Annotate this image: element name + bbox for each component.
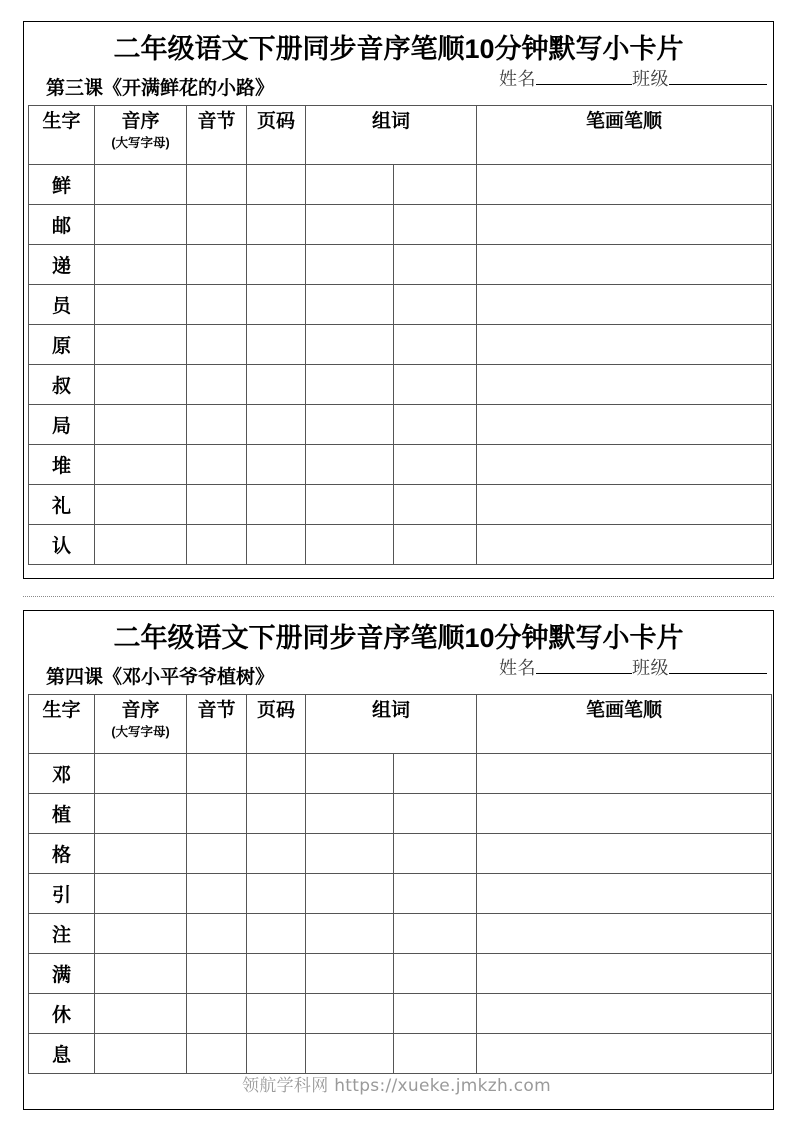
table-row	[29, 365, 772, 405]
card-2-meta-row	[28, 658, 769, 694]
cell-word-1[interactable]	[306, 485, 394, 525]
cell-syllable[interactable]	[187, 794, 247, 834]
cell-word-2[interactable]	[394, 405, 477, 445]
name-input-blank[interactable]	[536, 673, 632, 674]
cell-page-number[interactable]	[247, 794, 306, 834]
cell-character: 递	[29, 245, 95, 285]
class-input-blank[interactable]	[669, 84, 767, 85]
cell-word-1[interactable]	[306, 325, 394, 365]
card-1-meta-row	[28, 69, 769, 105]
cell-word-1[interactable]	[306, 834, 394, 874]
cell-pinyin-order[interactable]	[95, 794, 187, 834]
cell-character: 邮	[29, 205, 95, 245]
cell-pinyin-order[interactable]	[95, 525, 187, 565]
cell-character: 息	[29, 1034, 95, 1074]
cell-strokes[interactable]	[477, 994, 772, 1034]
cell-syllable[interactable]	[187, 954, 247, 994]
cell-page-number[interactable]	[247, 954, 306, 994]
worksheet-card-1	[23, 21, 774, 579]
cell-syllable[interactable]	[187, 754, 247, 794]
cell-pinyin-order[interactable]	[95, 365, 187, 405]
table-header-row	[29, 106, 772, 165]
table-row	[29, 205, 772, 245]
cell-syllable[interactable]	[187, 1034, 247, 1074]
cell-word-1[interactable]	[306, 445, 394, 485]
cell-pinyin-order[interactable]	[95, 325, 187, 365]
table-row	[29, 485, 772, 525]
cell-character: 植	[29, 794, 95, 834]
header-syllable-label: 音节	[197, 111, 236, 132]
cell-word-2[interactable]	[394, 754, 477, 794]
cell-page-number[interactable]	[247, 365, 306, 405]
cell-word-1[interactable]	[306, 914, 394, 954]
cell-word-2[interactable]	[394, 794, 477, 834]
card-2-title: 二年级语文下册同步音序笔顺10分钟默写小卡片	[113, 623, 684, 653]
class-input-blank[interactable]	[669, 673, 767, 674]
header-page-number-label: 页码	[256, 111, 295, 132]
cell-pinyin-order[interactable]	[95, 874, 187, 914]
header-strokes	[477, 106, 772, 165]
header-character	[29, 106, 95, 165]
table-row	[29, 994, 772, 1034]
table-row	[29, 914, 772, 954]
cell-pinyin-order[interactable]	[95, 245, 187, 285]
cell-strokes[interactable]	[477, 405, 772, 445]
cell-pinyin-order[interactable]	[95, 754, 187, 794]
table-row	[29, 834, 772, 874]
header-pinyin-order-sublabel: (大写字母)	[111, 135, 170, 150]
cell-word-1[interactable]	[306, 365, 394, 405]
cell-character: 格	[29, 834, 95, 874]
cell-syllable[interactable]	[187, 834, 247, 874]
card-2-name-class-fields	[499, 654, 767, 680]
header-character-label: 生字	[42, 700, 81, 721]
cell-strokes[interactable]	[477, 874, 772, 914]
cell-page-number[interactable]	[247, 1034, 306, 1074]
cell-word-2[interactable]	[394, 525, 477, 565]
cell-page-number[interactable]	[247, 485, 306, 525]
table-row	[29, 245, 772, 285]
cell-character: 认	[29, 525, 95, 565]
cell-strokes[interactable]	[477, 325, 772, 365]
cell-word-2[interactable]	[394, 165, 477, 205]
table-row	[29, 325, 772, 365]
cell-word-1[interactable]	[306, 754, 394, 794]
cell-word-1[interactable]	[306, 794, 394, 834]
cell-word-2[interactable]	[394, 874, 477, 914]
table-header-row	[29, 695, 772, 754]
header-words	[306, 695, 477, 754]
cell-strokes[interactable]	[477, 165, 772, 205]
cell-word-2[interactable]	[394, 325, 477, 365]
cell-syllable[interactable]	[187, 285, 247, 325]
cell-pinyin-order[interactable]	[95, 834, 187, 874]
cell-syllable[interactable]	[187, 325, 247, 365]
class-label: 班级	[632, 69, 669, 89]
cell-word-1[interactable]	[306, 954, 394, 994]
cell-syllable[interactable]	[187, 874, 247, 914]
cell-syllable[interactable]	[187, 914, 247, 954]
cell-pinyin-order[interactable]	[95, 405, 187, 445]
cell-word-1[interactable]	[306, 525, 394, 565]
header-pinyin-order-label: 音序	[121, 111, 160, 132]
cell-strokes[interactable]	[477, 525, 772, 565]
cell-page-number[interactable]	[247, 325, 306, 365]
header-strokes	[477, 695, 772, 754]
cell-strokes[interactable]	[477, 285, 772, 325]
card-2-lesson-title: 第四课《邓小平爷爷植树》	[46, 667, 275, 688]
name-label: 姓名	[499, 658, 536, 678]
table-row	[29, 285, 772, 325]
table-row	[29, 525, 772, 565]
cell-page-number[interactable]	[247, 834, 306, 874]
cell-word-2[interactable]	[394, 205, 477, 245]
cell-word-1[interactable]	[306, 1034, 394, 1074]
cell-word-1[interactable]	[306, 874, 394, 914]
cell-word-2[interactable]	[394, 994, 477, 1034]
table-row	[29, 874, 772, 914]
cell-pinyin-order[interactable]	[95, 205, 187, 245]
cell-page-number[interactable]	[247, 165, 306, 205]
header-pinyin-order	[95, 106, 187, 165]
worksheet-card-2	[23, 610, 774, 1110]
cell-word-2[interactable]	[394, 245, 477, 285]
cell-word-1[interactable]	[306, 405, 394, 445]
table-row	[29, 1034, 772, 1074]
cell-pinyin-order[interactable]	[95, 485, 187, 525]
cell-page-number[interactable]	[247, 914, 306, 954]
cell-page-number[interactable]	[247, 525, 306, 565]
dictation-table-2	[28, 694, 772, 1074]
dictation-table-1	[28, 105, 772, 565]
header-syllable	[187, 695, 247, 754]
header-pinyin-order-sublabel: (大写字母)	[111, 724, 170, 739]
cell-page-number[interactable]	[247, 245, 306, 285]
cell-character: 叔	[29, 365, 95, 405]
table-row	[29, 794, 772, 834]
cell-page-number[interactable]	[247, 445, 306, 485]
cell-word-1[interactable]	[306, 994, 394, 1034]
cell-syllable[interactable]	[187, 165, 247, 205]
card-2-inner	[24, 611, 773, 1109]
cell-page-number[interactable]	[247, 285, 306, 325]
cell-pinyin-order[interactable]	[95, 445, 187, 485]
header-syllable-label: 音节	[197, 700, 236, 721]
cell-character: 堆	[29, 445, 95, 485]
cell-pinyin-order[interactable]	[95, 914, 187, 954]
cell-character: 邓	[29, 754, 95, 794]
cell-character: 休	[29, 994, 95, 1034]
cell-word-2[interactable]	[394, 365, 477, 405]
name-input-blank[interactable]	[536, 84, 632, 85]
cell-word-2[interactable]	[394, 445, 477, 485]
cell-page-number[interactable]	[247, 994, 306, 1034]
table-row	[29, 405, 772, 445]
cell-word-2[interactable]	[394, 914, 477, 954]
cell-word-2[interactable]	[394, 954, 477, 994]
cell-syllable[interactable]	[187, 445, 247, 485]
cell-pinyin-order[interactable]	[95, 954, 187, 994]
card-1-lesson-title: 第三课《开满鲜花的小路》	[46, 78, 275, 99]
cell-strokes[interactable]	[477, 1034, 772, 1074]
cell-word-2[interactable]	[394, 485, 477, 525]
header-strokes-label: 笔画笔顺	[586, 700, 663, 721]
cell-word-1[interactable]	[306, 245, 394, 285]
cell-page-number[interactable]	[247, 205, 306, 245]
table-row	[29, 445, 772, 485]
cut-line-divider	[23, 596, 774, 597]
table-row	[29, 754, 772, 794]
cell-character: 局	[29, 405, 95, 445]
table-row	[29, 954, 772, 994]
cell-word-2[interactable]	[394, 834, 477, 874]
cell-word-1[interactable]	[306, 165, 394, 205]
cell-pinyin-order[interactable]	[95, 165, 187, 205]
dictation-table-2-body	[29, 754, 772, 1074]
cell-word-2[interactable]	[394, 285, 477, 325]
cell-strokes[interactable]	[477, 954, 772, 994]
header-syllable	[187, 106, 247, 165]
cell-character: 鲜	[29, 165, 95, 205]
cell-strokes[interactable]	[477, 205, 772, 245]
cell-character: 礼	[29, 485, 95, 525]
card-1-name-class-fields	[499, 65, 767, 91]
cell-character: 满	[29, 954, 95, 994]
table-row	[29, 165, 772, 205]
cell-strokes[interactable]	[477, 754, 772, 794]
header-page-number	[247, 106, 306, 165]
cell-syllable[interactable]	[187, 994, 247, 1034]
cell-word-1[interactable]	[306, 205, 394, 245]
cell-strokes[interactable]	[477, 445, 772, 485]
header-pinyin-order-label: 音序	[121, 700, 160, 721]
header-character	[29, 695, 95, 754]
cell-strokes[interactable]	[477, 245, 772, 285]
header-strokes-label: 笔画笔顺	[586, 111, 663, 132]
header-page-number-label: 页码	[256, 700, 295, 721]
header-character-label: 生字	[42, 111, 81, 132]
cell-pinyin-order[interactable]	[95, 1034, 187, 1074]
site-watermark: 领航学科网 https://xueke.jmkzh.com	[242, 1076, 551, 1096]
cell-word-2[interactable]	[394, 1034, 477, 1074]
cell-syllable[interactable]	[187, 405, 247, 445]
cell-strokes[interactable]	[477, 834, 772, 874]
header-words-label: 组词	[372, 111, 411, 132]
cell-page-number[interactable]	[247, 874, 306, 914]
cell-syllable[interactable]	[187, 365, 247, 405]
cell-character: 引	[29, 874, 95, 914]
cell-page-number[interactable]	[247, 405, 306, 445]
cell-page-number[interactable]	[247, 754, 306, 794]
card-1-inner	[24, 22, 773, 578]
cell-strokes[interactable]	[477, 365, 772, 405]
dictation-table-1-body	[29, 165, 772, 565]
cell-syllable[interactable]	[187, 245, 247, 285]
header-words	[306, 106, 477, 165]
header-pinyin-order	[95, 695, 187, 754]
cell-strokes[interactable]	[477, 914, 772, 954]
cell-word-1[interactable]	[306, 285, 394, 325]
name-label: 姓名	[499, 69, 536, 89]
cell-pinyin-order[interactable]	[95, 285, 187, 325]
cell-syllable[interactable]	[187, 205, 247, 245]
cell-pinyin-order[interactable]	[95, 994, 187, 1034]
card-1-title: 二年级语文下册同步音序笔顺10分钟默写小卡片	[113, 34, 684, 64]
header-words-label: 组词	[372, 700, 411, 721]
cell-strokes[interactable]	[477, 485, 772, 525]
cell-strokes[interactable]	[477, 794, 772, 834]
cell-character: 员	[29, 285, 95, 325]
header-page-number	[247, 695, 306, 754]
class-label: 班级	[632, 658, 669, 678]
cell-character: 原	[29, 325, 95, 365]
cell-syllable[interactable]	[187, 485, 247, 525]
cell-character: 注	[29, 914, 95, 954]
cell-syllable[interactable]	[187, 525, 247, 565]
